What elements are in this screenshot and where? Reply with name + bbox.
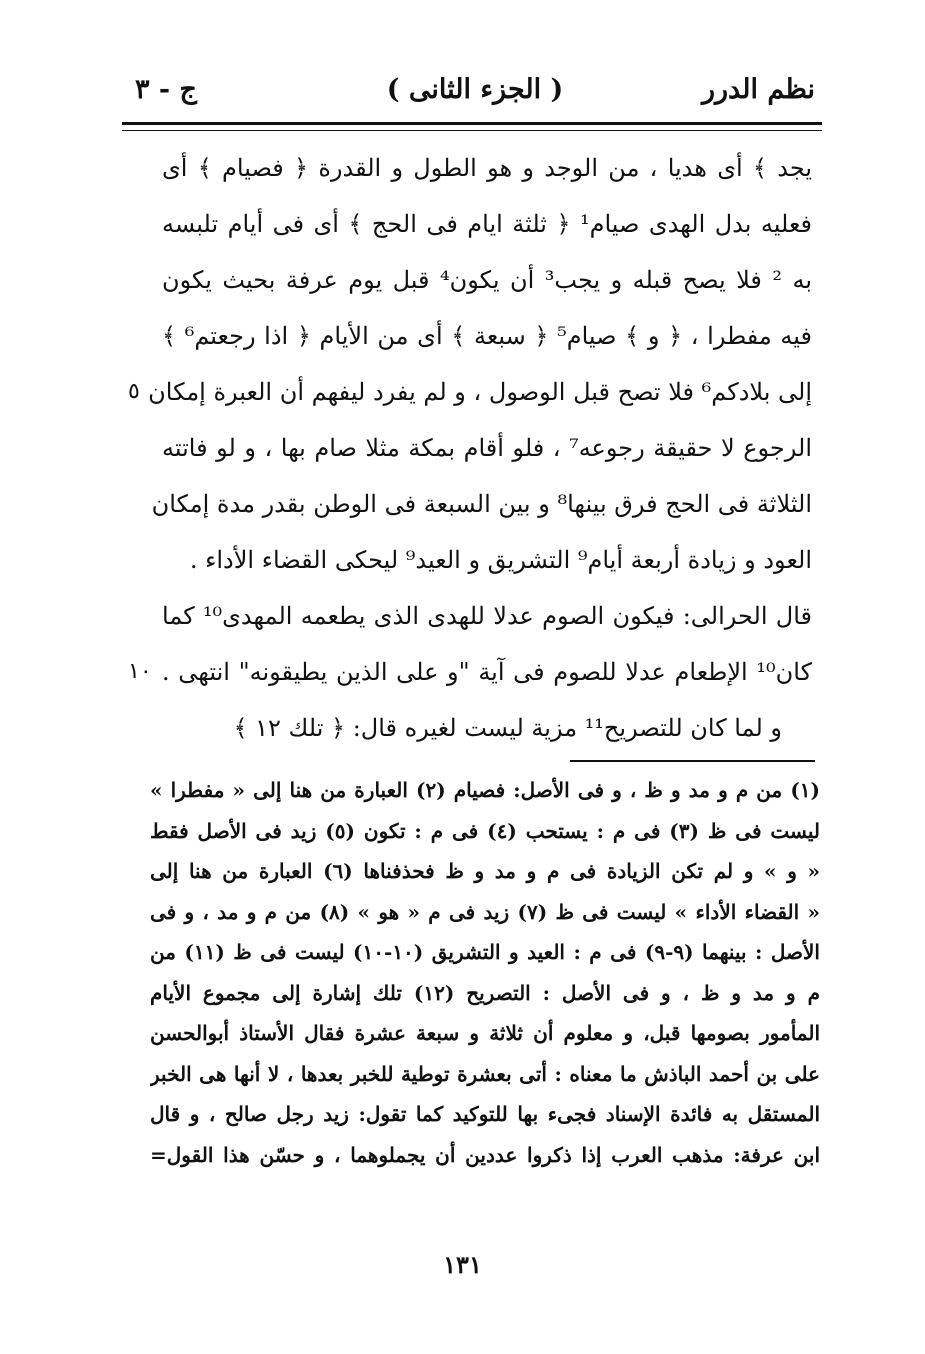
main-line: يجد ﴾ أى هديا ، من الوجد و هو الطول و القدرة ﴿ فصيام ﴾ أى — [162, 154, 812, 182]
main-line: الرجوع لا حقيقة رجوعه⁷ ، فلو أقام بمكة مثلا صام بها ، و لو فاتته — [162, 434, 812, 462]
running-head — [135, 68, 815, 112]
footnote-line: على بن أحمد الباذش ما معناه : أتى بعشرة توطية للخبر بعدها ، لا أنها هى الخبر — [150, 1061, 820, 1086]
header-rule-thick — [122, 122, 822, 125]
line-number: ١٠ — [128, 659, 152, 684]
footnote-line: « و » و لم تكن الزيادة فى م و مد و ظ فحذفناها (٦) العبارة من هنا إلى — [150, 859, 820, 883]
page-number: ١٣١ — [443, 1250, 482, 1279]
footnote-line: المأمور بصومها قبل، و معلوم أن ثلاثة و سبعة عشرة فقال الأستاذ أبوالحسن — [150, 1021, 820, 1045]
footnote-line: المستقل به فائدة الإسناد فجىء بها للتوكيد كما تقول: زيد رجل صالح ، و قال — [150, 1102, 820, 1126]
main-line: فعليه بدل الهدى صيام¹ ﴿ ثلثة ايام فى الحج ﴾ أى فى أيام تلبسه — [162, 210, 812, 238]
main-line: الثلاثة فى الحج فرق بينها⁸ و بين السبعة فى الوطن بقدر مدة إمكان — [151, 490, 812, 518]
footnotes — [150, 770, 820, 1175]
main-line: إلى بلادكم⁶ فلا تصح قبل الوصول ، و لم يفرد ليفهم أن العبرة إمكان ٥ — [122, 364, 822, 420]
main-line: و لما كان للتصريح¹¹ مزية ليست لغيره قال: ﴿ تلك ١٢ ﴾ — [233, 714, 782, 742]
header-rule-thin — [122, 130, 822, 131]
footnote-line: ليست فى ظ (٣) فى م : يستحب (٤) فى م : تكون (٥) زيد فى الأصل فقط — [150, 818, 820, 843]
footnote-line: (١) من م و مد و ظ ، و فى الأصل: فصيام (٢) العبارة من هنا إلى « مفطرا » — [150, 778, 820, 802]
footnote-line: الأصل : بينهما (٩-٩) فى م : العيد و التشريق (١٠-١٠) ليست فى ظ (١١) من — [150, 940, 820, 964]
main-text — [122, 140, 822, 756]
main-line: قال الحرالى: فيكون الصوم عدلا للهدى الذى يطعمه المهدى¹⁰ كما — [162, 602, 812, 630]
footnote-line: م و مد و ظ ، و فى الأصل : التصريح (١٢) تلك إشارة إلى مجموع الأيام — [150, 980, 820, 1005]
line-number: ٥ — [128, 379, 140, 404]
main-line: به ² فلا يصح قبله و يجب³ أن يكون⁴ قبل يوم عرفة بحيث يكون — [162, 266, 813, 294]
footnote-line: « القضاء الأداء » ليست فى ظ (٧) زيد فى م « هو » (٨) من م و مد ، و فى — [150, 899, 820, 924]
volume-label: ج - ٣ — [135, 74, 197, 105]
main-line: العود و زيادة أربعة أيام⁹ التشريق و العيد⁹ ليحكى القضاء الأداء . — [189, 546, 812, 574]
footnote-separator — [570, 760, 815, 762]
book-title: نظم الدرر — [701, 74, 815, 105]
main-line: كان¹⁰ الإطعام عدلا للصوم فى آية "و على الذين يطيقونه" انتهى . ١٠ — [122, 644, 822, 700]
footnote-line: ابن عرفة: مذهب العرب إذا ذكروا عددين أن يجملوهما ، و حسّن هذا القول= — [150, 1142, 820, 1167]
main-line: فيه مفطرا ، ﴿ و ﴾ صيام⁵ ﴿ سبعة ﴾ أى من الأيام ﴿ اذا رجعتم⁶ ﴾ — [162, 322, 813, 350]
part-label: ( الجزء الثانى ) — [386, 74, 564, 105]
